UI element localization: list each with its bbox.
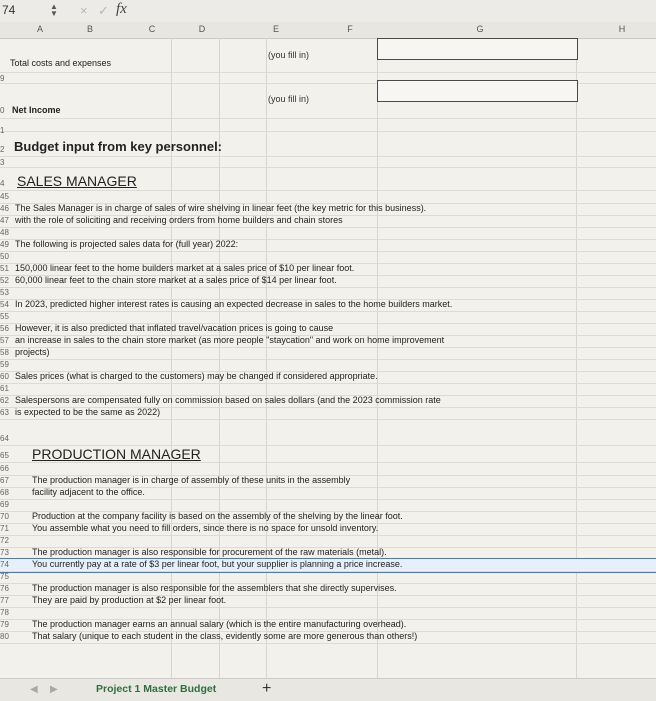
- column-header-b[interactable]: B: [86, 24, 93, 34]
- cell-text: Production at the company facility is based on the assembly of the shelving by the linear foot.: [32, 511, 403, 521]
- row-number: 74: [0, 560, 9, 569]
- table-row[interactable]: [0, 323, 656, 336]
- row-number: 46: [0, 204, 9, 213]
- row-number: 48: [0, 228, 9, 237]
- confirm-icon[interactable]: ✓: [98, 3, 109, 18]
- row-number: 62: [0, 396, 9, 405]
- cell-reference[interactable]: 74: [2, 3, 16, 17]
- column-header-f[interactable]: F: [347, 24, 353, 34]
- row-number: 9: [0, 74, 5, 83]
- table-row[interactable]: [0, 191, 656, 204]
- table-row[interactable]: [0, 523, 656, 536]
- table-row[interactable]: [0, 371, 656, 384]
- total-costs-input-cell[interactable]: [377, 38, 578, 60]
- table-row[interactable]: [0, 631, 656, 644]
- row-number: 63: [0, 408, 9, 417]
- table-row[interactable]: [0, 595, 656, 608]
- table-row[interactable]: [0, 583, 656, 596]
- row-number: 61: [0, 384, 9, 393]
- cell-text: an increase in sales to the chain store market (as more people "staycation" and work on home improvement: [15, 335, 445, 345]
- row-number: 53: [0, 288, 9, 297]
- row-number: 65: [0, 451, 9, 460]
- cell-text: They are paid by production at $2 per linear foot.: [32, 595, 227, 605]
- row-number: 55: [0, 312, 9, 321]
- table-row[interactable]: [0, 407, 656, 420]
- table-row[interactable]: [0, 535, 656, 548]
- cancel-icon[interactable]: ×: [80, 3, 88, 18]
- cell-text: The production manager is also responsible for the assemblers that she directly supervises.: [32, 583, 397, 593]
- table-row[interactable]: [0, 157, 656, 168]
- column-header-e[interactable]: E: [272, 24, 279, 34]
- row-number: 56: [0, 324, 9, 333]
- table-row[interactable]: [0, 487, 656, 500]
- table-row[interactable]: [0, 619, 656, 632]
- production-manager-heading: PRODUCTION MANAGER: [32, 446, 201, 462]
- row-number: 59: [0, 360, 9, 369]
- table-row[interactable]: [0, 511, 656, 524]
- row-number: 75: [0, 572, 9, 581]
- net-income-input-cell[interactable]: [377, 80, 578, 102]
- row-number: 76: [0, 584, 9, 593]
- table-row-selected[interactable]: [0, 559, 656, 572]
- table-row[interactable]: [0, 395, 656, 408]
- column-header-d[interactable]: D: [198, 24, 206, 34]
- row-number: 51: [0, 264, 9, 273]
- table-row[interactable]: [0, 571, 656, 584]
- cell-text: The production manager is in charge of assembly of these units in the assembly: [32, 475, 351, 485]
- table-row[interactable]: [0, 446, 656, 463]
- cell-text: You assemble what you need to fill orders, since there is no space for unsold inventory.: [32, 523, 379, 533]
- table-row[interactable]: [0, 227, 656, 240]
- cell-text: The production manager is also responsible for procurement of the raw materials (metal).: [32, 547, 387, 557]
- row-number: 57: [0, 336, 9, 345]
- row-number: 54: [0, 300, 9, 309]
- row-number: 79: [0, 620, 9, 629]
- spreadsheet-grid[interactable]: [0, 38, 656, 678]
- row-number: 60: [0, 372, 9, 381]
- cell-text: 60,000 linear feet to the chain store market at a sales price of $14 per linear foot.: [15, 275, 337, 285]
- row-number: 47: [0, 216, 9, 225]
- sheet-tab-bar: [0, 678, 656, 701]
- row-number: 49: [0, 240, 9, 249]
- cell-text: with the role of soliciting and receiving orders from home builders and chain stores: [15, 215, 343, 225]
- column-header-a[interactable]: A: [36, 24, 43, 34]
- cell-text: is expected to be the same as 2022): [15, 407, 161, 417]
- cell-text: The production manager earns an annual salary (which is the entire manufacturing overhead).: [32, 619, 407, 629]
- row-number: 80: [0, 632, 9, 641]
- table-row[interactable]: [0, 335, 656, 348]
- row-number: 66: [0, 464, 9, 473]
- formula-bar: [0, 0, 656, 23]
- table-row[interactable]: [0, 547, 656, 560]
- table-row[interactable]: [0, 119, 656, 135]
- budget-heading: Budget input from key personnel:: [14, 139, 223, 154]
- row-number: 2: [0, 145, 5, 154]
- function-icon[interactable]: fx: [116, 1, 127, 17]
- table-row[interactable]: [0, 299, 656, 312]
- cell-text: The following is projected sales data for (full year) 2022:: [15, 239, 239, 249]
- row-number: 0: [0, 106, 5, 115]
- row-number: 52: [0, 276, 9, 285]
- table-row[interactable]: [0, 215, 656, 228]
- table-row[interactable]: [0, 475, 656, 488]
- table-row[interactable]: [0, 239, 656, 252]
- column-header-bar: [0, 22, 656, 39]
- fill-in-hint: (you fill in): [268, 94, 310, 104]
- cell-text: However, it is also predicted that inflated travel/vacation prices is going to cause: [15, 323, 334, 333]
- tab-prev-icon[interactable]: ◀: [30, 684, 38, 695]
- row-number: 78: [0, 608, 9, 617]
- row-number: 69: [0, 500, 9, 509]
- table-row[interactable]: [0, 359, 656, 372]
- cell-text: The Sales Manager is in charge of sales of wire shelving in linear feet (the key metric for this business).: [15, 203, 427, 213]
- table-row[interactable]: [0, 499, 656, 512]
- table-row[interactable]: [0, 275, 656, 288]
- table-row[interactable]: [0, 168, 656, 191]
- sales-manager-heading: SALES MANAGER: [17, 173, 137, 189]
- row-number: 3: [0, 158, 5, 167]
- table-row[interactable]: [0, 132, 656, 157]
- cell-text: Salespersons are compensated fully on commission based on sales dollars (and the 2023 commission rate: [15, 395, 441, 405]
- table-row[interactable]: [0, 287, 656, 300]
- table-row[interactable]: [0, 311, 656, 324]
- table-row[interactable]: [0, 347, 656, 360]
- row-number: 45: [0, 192, 9, 201]
- column-header-h[interactable]: H: [618, 24, 626, 34]
- table-row[interactable]: [0, 383, 656, 396]
- cell-text: facility adjacent to the office.: [32, 487, 145, 497]
- row-number: 68: [0, 488, 9, 497]
- cell-text: In 2023, predicted higher interest rates is causing an expected decrease in sales to the home builders market.: [15, 299, 453, 309]
- row-number: 64: [0, 434, 9, 443]
- table-row[interactable]: [0, 607, 656, 620]
- cell-text: 150,000 linear feet to the home builders market at a sales price of $10 per linear foot.: [15, 263, 355, 273]
- tab-project-1-master-budget[interactable]: Project 1 Master Budget: [96, 683, 217, 695]
- tab-next-icon[interactable]: ▶: [50, 684, 58, 695]
- cell-text: Sales prices (what is charged to the customers) may be changed if considered appropriate.: [15, 371, 378, 381]
- row-number: 70: [0, 512, 9, 521]
- table-row[interactable]: [0, 203, 656, 216]
- column-header-c[interactable]: C: [148, 24, 156, 34]
- row-number: 4: [0, 179, 5, 188]
- row-number: 67: [0, 476, 9, 485]
- row-number: 50: [0, 252, 9, 261]
- row-number: 72: [0, 536, 9, 545]
- table-row[interactable]: [0, 419, 656, 446]
- row-number: 73: [0, 548, 9, 557]
- total-costs-label: Total costs and expenses: [10, 58, 112, 68]
- add-sheet-icon[interactable]: +: [262, 680, 272, 697]
- row-number: 58: [0, 348, 9, 357]
- table-row[interactable]: [0, 263, 656, 276]
- row-number: 1: [0, 126, 5, 135]
- cell-text: That salary (unique to each student in the class, evidently some are more generous than others!): [32, 631, 418, 641]
- fill-in-hint: (you fill in): [268, 50, 310, 60]
- cell-stepper-icon[interactable]: ▲ ▼: [50, 2, 58, 18]
- column-header-g[interactable]: G: [476, 24, 484, 34]
- row-number: 71: [0, 524, 9, 533]
- cell-text: You currently pay at a rate of $3 per linear foot, but your supplier is planning a price increase.: [32, 559, 403, 569]
- table-row[interactable]: [0, 463, 656, 476]
- row-number: 77: [0, 596, 9, 605]
- table-row[interactable]: [0, 251, 656, 264]
- net-income-label: Net Income: [12, 105, 61, 115]
- cell-text: projects): [15, 347, 50, 357]
